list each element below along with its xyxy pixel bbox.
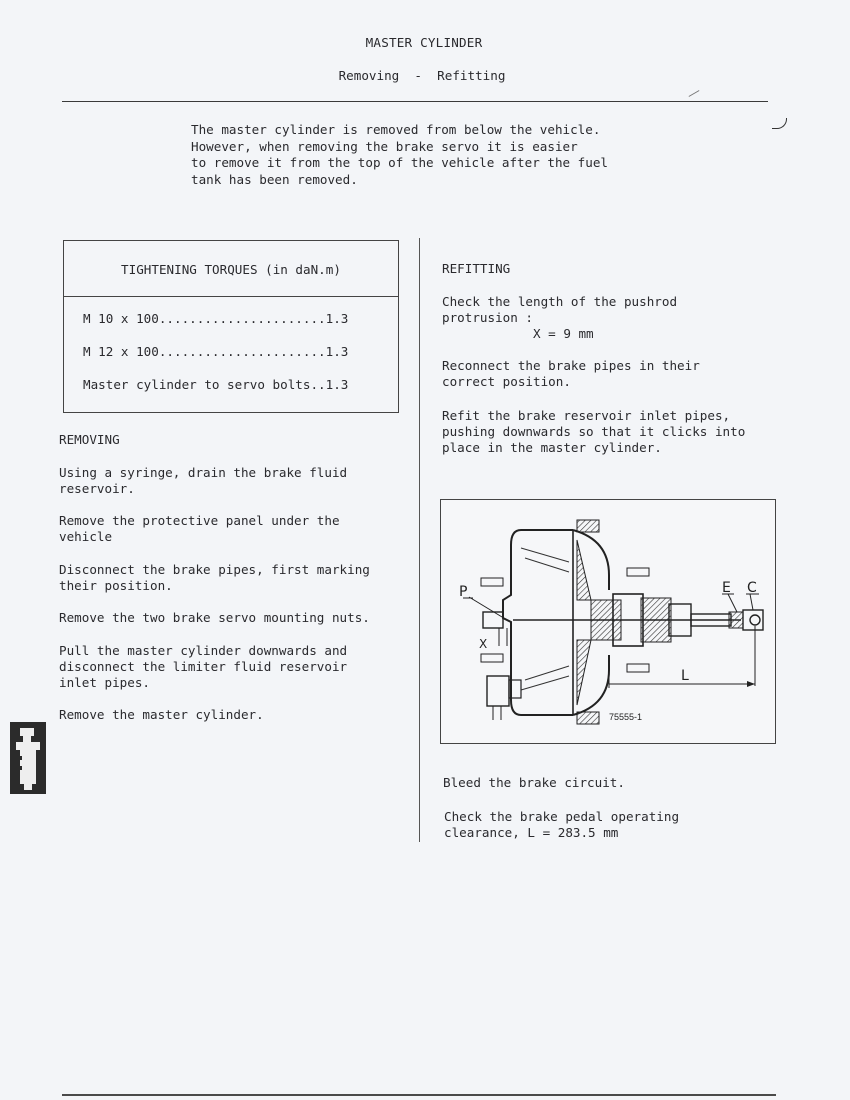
- removing-step: Remove the two brake servo mounting nuts.: [59, 610, 370, 625]
- refitting-heading: REFITTING: [442, 261, 511, 276]
- torque-table: [63, 240, 399, 413]
- refitting-step: Refit the brake reservoir inlet pipes, pushing downwards so that it clicks into place in the master cylinder.: [442, 408, 746, 456]
- page-subtitle: Removing - Refitting: [338, 68, 506, 83]
- figure-label-x: X: [479, 637, 488, 651]
- refitting-step: Check the length of the pushrod protrusion : X = 9 mm: [442, 294, 678, 342]
- page-title: MASTER CYLINDER: [365, 35, 483, 50]
- refitting-step: Bleed the brake circuit.: [443, 775, 625, 790]
- refitting-step: Check the brake pedal operating clearance, L = 283.5 mm: [444, 809, 680, 841]
- removing-step: Remove the protective panel under the vehicle: [59, 513, 340, 545]
- removing-step: Using a syringe, drain the brake fluid reservoir.: [59, 465, 348, 497]
- figure-reference: 75555-1: [609, 712, 643, 722]
- brake-servo-figure: [440, 499, 776, 744]
- header-rule: [62, 101, 768, 102]
- refitting-step: Reconnect the brake pipes in their correct position.: [442, 358, 700, 390]
- torque-row: M 10 x 100......................1.3: [83, 311, 349, 326]
- removing-step: Pull the master cylinder downwards and disconnect the limiter fluid reservoir inlet pipes.: [59, 643, 348, 691]
- removing-step: Disconnect the brake pipes, first marking their position.: [59, 562, 370, 594]
- section-thumb-tab: [10, 722, 46, 794]
- torque-table-divider: [64, 296, 398, 297]
- figure-label-p: P: [459, 584, 468, 600]
- column-divider: [419, 238, 420, 842]
- torque-row: M 12 x 100......................1.3: [83, 344, 349, 359]
- removing-step: Remove the master cylinder.: [59, 707, 264, 722]
- rule-tick: [689, 90, 700, 97]
- torque-table-heading: TIGHTENING TORQUES (in daN.m): [121, 262, 341, 277]
- intro-paragraph: The master cylinder is removed from below the vehicle. However, when removing the brake servo it is easier to remove it from the top of the vehicle after the fuel tank has been removed.: [191, 122, 609, 187]
- removing-heading: REMOVING: [59, 432, 120, 447]
- brake-servo-drawing: [441, 500, 775, 743]
- figure-label-l: L: [681, 668, 689, 684]
- torque-row: Master cylinder to servo bolts..1.3: [83, 377, 349, 392]
- figure-label-e: E: [722, 580, 731, 596]
- brake-component-icon: [10, 722, 46, 794]
- edge-mark: [772, 118, 787, 129]
- figure-label-c: C: [747, 580, 757, 596]
- footer-rule: [62, 1094, 776, 1096]
